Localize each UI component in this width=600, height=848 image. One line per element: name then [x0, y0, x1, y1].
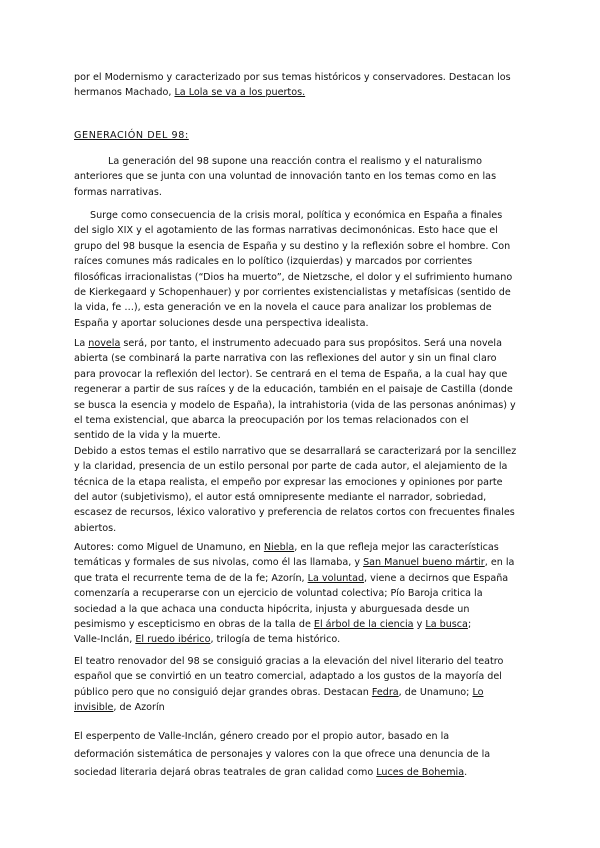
- p3-line: del autor (subjetivismo), el autor está omnipresente mediante el narrador, sobriedad,: [74, 492, 487, 504]
- p3-line: Debido a estos temas el estilo narrativo que se desarrallará se caracterizará por la sencillez: [74, 445, 517, 457]
- p5-line: [74, 685, 526, 700]
- p5-line: [74, 700, 526, 715]
- p4-text: , trilogía de tema histórico.: [210, 634, 341, 646]
- work-title-arbol-ciencia: El árbol de la ciencia: [313, 619, 414, 631]
- work-title-la-voluntad: La voluntad: [307, 572, 365, 584]
- paragraph-5: [74, 654, 526, 716]
- work-title-niebla: Niebla: [263, 542, 295, 553]
- p3-line: se busca la esencia y modelo de España), la intrahistoria (vida de las personas anónimas) y: [74, 399, 516, 411]
- paragraph-4: [74, 540, 526, 648]
- p4-line: [74, 617, 526, 632]
- paragraph-3: [74, 336, 526, 536]
- p3-line: [74, 336, 526, 351]
- p4-line: [74, 632, 526, 647]
- intro-text: hermanos Machado,: [74, 87, 175, 99]
- p4-text: y: [413, 619, 426, 631]
- p4-line: [74, 540, 526, 555]
- p3-line: abierta (se combinará la parte narrativa con las reflexiones del autor y sin un final claro: [74, 353, 497, 365]
- p6-text: sociedad literaria dejará obras teatrales de gran calidad como: [74, 767, 377, 778]
- p3-line: regenerar a partir de sus raíces y de la educación, también en el paisaje de Castilla (donde: [74, 384, 513, 396]
- work-title-lo-invisible-a: Lo: [472, 686, 484, 698]
- p4-line: sociedad a la que achaca una conducta hipócrita, injusta y aburguesada desde un: [74, 603, 470, 615]
- section-heading: GENERACIÓN DEL 98:: [74, 130, 189, 141]
- p4-text: temáticas y formales de sus nivolas, como él las llamaba, y: [74, 557, 364, 569]
- p2-line: filosóficas irracionalistas (“Dios ha muerto”, de Nietzsche, el dolor y el sufrimiento humano: [74, 271, 513, 283]
- p3-line: escasez de recursos, léxico valorativo y preferencia de relatos cortos con frecuentes finales: [74, 507, 515, 519]
- p3-text: La: [74, 338, 89, 349]
- p5-text: , de Unamuno;: [398, 686, 473, 698]
- p3-text: será, por tanto, el instrumento adecuado para sus propósitos. Será una novela: [120, 338, 502, 349]
- p4-text: ;: [467, 619, 472, 631]
- p6-text: .: [464, 767, 468, 778]
- work-title-la-lola: La Lola se va a los puertos.: [174, 87, 306, 99]
- p5-line: El teatro renovador del 98 se consiguió gracias a la elevación del nivel literario del teatro: [74, 656, 504, 667]
- link-novela: novela: [88, 338, 121, 349]
- p1-line: La generación del 98 supone una reacción contra el realismo y el naturalismo: [108, 156, 482, 167]
- paragraph-6: [74, 728, 526, 782]
- p2-line: Surge como consecuencia de la crisis moral, política y económica en España a finales: [90, 210, 503, 221]
- p4-line: [74, 571, 526, 586]
- intro-line-2: [74, 85, 526, 100]
- work-title-la-busca: La busca: [425, 619, 468, 631]
- intro-line-1: por el Modernismo y caracterizado por sus temas históricos y conservadores. Destacan los: [74, 72, 511, 83]
- p4-text: Autores: como Miguel de Unamuno, en: [74, 542, 264, 553]
- p5-text: público pero que no consiguió dejar grandes obras. Destacan: [74, 686, 372, 698]
- paragraph-2: [74, 208, 526, 331]
- p3-line: para provocar la reflexión del lector). Se centrará en el tema de España, a la cual hay que: [74, 368, 508, 380]
- p4-line: [74, 555, 526, 570]
- p6-line: El esperpento de Valle-Inclán, género creado por el propio autor, basado en la: [74, 731, 450, 742]
- p6-line: deformación sistemática de personajes y valores con la que ofrece una denuncia de la: [74, 749, 491, 760]
- p3-line: sentido de la vida y la muerte.: [74, 430, 221, 442]
- p4-line: comenzaría a recuperarse con un ejercicio de voluntad colectiva; Pío Baroja critica la: [74, 588, 483, 600]
- p2-line: del siglo XIX y el agotamiento de las formas narrativas decimonónicas. Esto hace que el: [74, 225, 498, 237]
- p1-line: anteriores que se junta con una voluntad de innovación tanto en los temas como en las: [74, 171, 497, 183]
- p3-line: el tema existencial, que abarca la preocupación por los temas relacionados con el: [74, 415, 469, 427]
- p4-text: Valle-Inclán,: [74, 634, 136, 646]
- p2-line: de Kierkegaard y Schopenhauer) y por corrientes existencialistas y metafísicas (sentido de: [74, 287, 511, 299]
- intro-paragraph: [74, 70, 526, 101]
- p4-text: pesimismo y escepticismo en obras de la talla de: [74, 619, 314, 631]
- p3-line: técnica de la etapa realista, el empeño por expresar las emociones y opiniones por parte: [74, 476, 503, 488]
- p5-text: , de Azorín: [113, 702, 165, 714]
- p3-line: abiertos.: [74, 522, 117, 534]
- p4-text: , en la que refleja mejor las características: [294, 542, 499, 553]
- work-title-ruedo-iberico: El ruedo ibérico: [135, 634, 211, 646]
- p4-text: , viene a decirnos que España: [364, 572, 509, 584]
- p4-text: que trata el recurrente tema de de la fe; Azorín,: [74, 572, 308, 584]
- p5-line: español que se convirtió en un teatro comercial, adaptado a los gustos de la mayoría del: [74, 671, 502, 683]
- work-title-fedra: Fedra: [371, 686, 399, 698]
- p1-line: formas narrativas.: [74, 186, 162, 198]
- work-title-luces-bohemia: Luces de Bohemia: [376, 767, 465, 778]
- p3-line: y la claridad, presencia de un estilo personal por parte de cada autor, el alejamiento de la: [74, 461, 508, 473]
- p4-text: , en la: [484, 557, 515, 569]
- p2-line: España y aportar soluciones desde una perspectiva idealista.: [74, 317, 369, 329]
- p2-line: grupo del 98 busque la esencia de España y su destino y la reflexión sobre el hombre. Con: [74, 240, 511, 252]
- work-title-san-manuel: San Manuel bueno mártir: [363, 557, 485, 569]
- paragraph-1: [74, 154, 526, 200]
- p2-line: la vida, fe …), esta generación ve en la novela el cauce para analizar los problemas de: [74, 302, 492, 314]
- p6-line: [74, 764, 526, 782]
- p2-line: raíces comunes más radicales en lo político (izquierdas) y marcados por corrientes: [74, 256, 473, 268]
- work-title-lo-invisible-b: invisible: [74, 702, 114, 714]
